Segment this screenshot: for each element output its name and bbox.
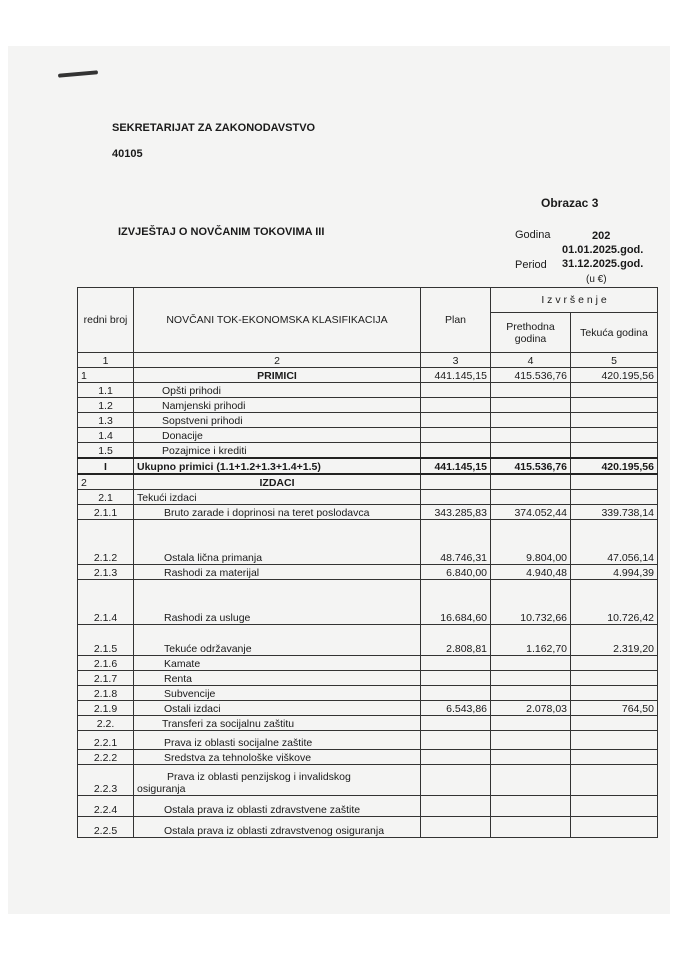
header-redni-broj: redni broj [78, 288, 134, 353]
row-name: Opšti prihodi [134, 383, 421, 398]
row-no: 1.3 [78, 413, 134, 428]
period-to: 31.12.2025.god. [562, 258, 644, 270]
row-plan: 16.684,60 [421, 580, 491, 625]
row-name: Ostali izdaci [134, 701, 421, 716]
row-name [134, 765, 421, 796]
row-prev: 415.536,76 [491, 458, 571, 474]
period-from: 01.01.2025.god. [562, 244, 644, 256]
row-name: IZDACI [134, 474, 421, 490]
report-title: IZVJEŠTAJ O NOVČANIM TOKOVIMA III [118, 226, 325, 238]
table-row [78, 817, 658, 838]
row-no: 1.2 [78, 398, 134, 413]
table-row [78, 490, 658, 505]
row-prev: 374.052,44 [491, 505, 571, 520]
row-cur: 339.738,14 [571, 505, 658, 520]
row-name: Kamate [134, 656, 421, 671]
table-row [78, 383, 658, 398]
year-label: Godina [515, 229, 551, 241]
row-plan: 441.145,15 [421, 368, 491, 383]
row-name: Prava iz oblasti socijalne zaštite [134, 731, 421, 750]
table-row [78, 671, 658, 686]
row-prev: 2.078,03 [491, 701, 571, 716]
row-plan: 6.840,00 [421, 565, 491, 580]
row-name: Ostala lična primanja [134, 520, 421, 565]
table-row [78, 686, 658, 701]
header-tekuca: Tekuća godina [571, 313, 658, 353]
colnum-5: 5 [571, 353, 658, 368]
table-row [78, 625, 658, 656]
row-no: 1 [78, 368, 134, 383]
colnum-4: 4 [491, 353, 571, 368]
row-name-line2: osiguranja [137, 783, 186, 795]
row-no: 2.2.5 [78, 817, 134, 838]
year-value: 202 [592, 230, 611, 242]
row-name: Rashodi za materijal [134, 565, 421, 580]
row-no: 1.4 [78, 428, 134, 443]
form-label: Obrazac 3 [541, 196, 599, 210]
row-prev: 415.536,76 [491, 368, 571, 383]
table-row [78, 413, 658, 428]
row-name: Subvencije [134, 686, 421, 701]
row-name: Tekući izdaci [134, 490, 421, 505]
row-cur: 10.726,42 [571, 580, 658, 625]
row-no: 2.2.2 [78, 750, 134, 765]
row-no: 2.2.4 [78, 796, 134, 817]
row-name: Namjenski prihodi [134, 398, 421, 413]
period-label: Period [515, 259, 547, 271]
organization-name: SEKRETARIJAT ZA ZAKONODAVSTVO [112, 122, 316, 134]
row-no: 2.1 [78, 490, 134, 505]
row-cur: 420.195,56 [571, 368, 658, 383]
row-plan: 441.145,15 [421, 458, 491, 474]
row-name: Pozajmice i krediti [134, 443, 421, 459]
row-prev: 10.732,66 [491, 580, 571, 625]
row-cur: 47.056,14 [571, 520, 658, 565]
table-row [78, 428, 658, 443]
row-no: 2.1.8 [78, 686, 134, 701]
row-no: 2.1.5 [78, 625, 134, 656]
row-no: 2.1.1 [78, 505, 134, 520]
table-row [78, 474, 658, 490]
table-row [78, 750, 658, 765]
row-no: 2.2.3 [78, 765, 134, 796]
row-no: 2.1.6 [78, 656, 134, 671]
row-plan: 6.543,86 [421, 701, 491, 716]
row-name: Sopstveni prihodi [134, 413, 421, 428]
row-prev: 9.804,00 [491, 520, 571, 565]
row-name: PRIMICI [134, 368, 421, 383]
row-no: 1.5 [78, 443, 134, 459]
header-plan: Plan [421, 288, 491, 353]
table-row [78, 656, 658, 671]
table-row [78, 368, 658, 383]
header-prethodna: Prethodna godina [491, 313, 571, 353]
row-name: Ostala prava iz oblasti zdravstvenog osiguranja [134, 817, 421, 838]
row-name: Bruto zarade i doprinosi na teret poslodavca [134, 505, 421, 520]
row-plan: 2.808,81 [421, 625, 491, 656]
column-number-row [78, 353, 658, 368]
table-row [78, 701, 658, 716]
row-prev: 1.162,70 [491, 625, 571, 656]
row-name-line1: Prava iz oblasti penzijskog i invalidskog [167, 771, 351, 783]
row-name: Renta [134, 671, 421, 686]
organization-code: 40105 [112, 148, 143, 160]
row-no: I [78, 458, 134, 474]
table-row [78, 580, 658, 625]
table-row [78, 716, 658, 731]
row-cur: 420.195,56 [571, 458, 658, 474]
header-izvrsenje: I z v r š e n j e [491, 288, 658, 313]
row-name: Ostala prava iz oblasti zdravstvene zaštite [134, 796, 421, 817]
currency-note: (u €) [586, 274, 607, 285]
row-cur: 764,50 [571, 701, 658, 716]
table-row [78, 398, 658, 413]
table-row [78, 520, 658, 565]
table-row [78, 443, 658, 459]
table-row [78, 731, 658, 750]
row-name: Rashodi za usluge [134, 580, 421, 625]
row-name: Tekuće održavanje [134, 625, 421, 656]
table-row [78, 505, 658, 520]
table-row [78, 565, 658, 580]
row-name: Ukupno primici (1.1+1.2+1.3+1.4+1.5) [134, 458, 421, 474]
row-plan: 343.285,83 [421, 505, 491, 520]
row-cur: 2.319,20 [571, 625, 658, 656]
row-prev: 4.940,48 [491, 565, 571, 580]
header-klasifikacija: NOVČANI TOK-EKONOMSKA KLASIFIKACIJA [134, 288, 421, 353]
row-plan: 48.746,31 [421, 520, 491, 565]
table-row [78, 765, 658, 796]
cash-flow-table [77, 287, 658, 838]
table-row [78, 796, 658, 817]
header-row [78, 288, 658, 313]
row-no: 2.2.1 [78, 731, 134, 750]
colnum-1: 1 [78, 353, 134, 368]
row-name: Transferi za socijalnu zaštitu [134, 716, 421, 731]
row-no: 2.1.9 [78, 701, 134, 716]
colnum-3: 3 [421, 353, 491, 368]
row-no: 2 [78, 474, 134, 490]
row-no: 1.1 [78, 383, 134, 398]
row-no: 2.1.4 [78, 580, 134, 625]
row-cur: 4.994,39 [571, 565, 658, 580]
row-no: 2.1.3 [78, 565, 134, 580]
row-name: Donacije [134, 428, 421, 443]
total-row [78, 458, 658, 474]
row-no: 2.2. [78, 716, 134, 731]
colnum-2: 2 [134, 353, 421, 368]
row-name: Sredstva za tehnološke viškove [134, 750, 421, 765]
row-no: 2.1.2 [78, 520, 134, 565]
row-no: 2.1.7 [78, 671, 134, 686]
